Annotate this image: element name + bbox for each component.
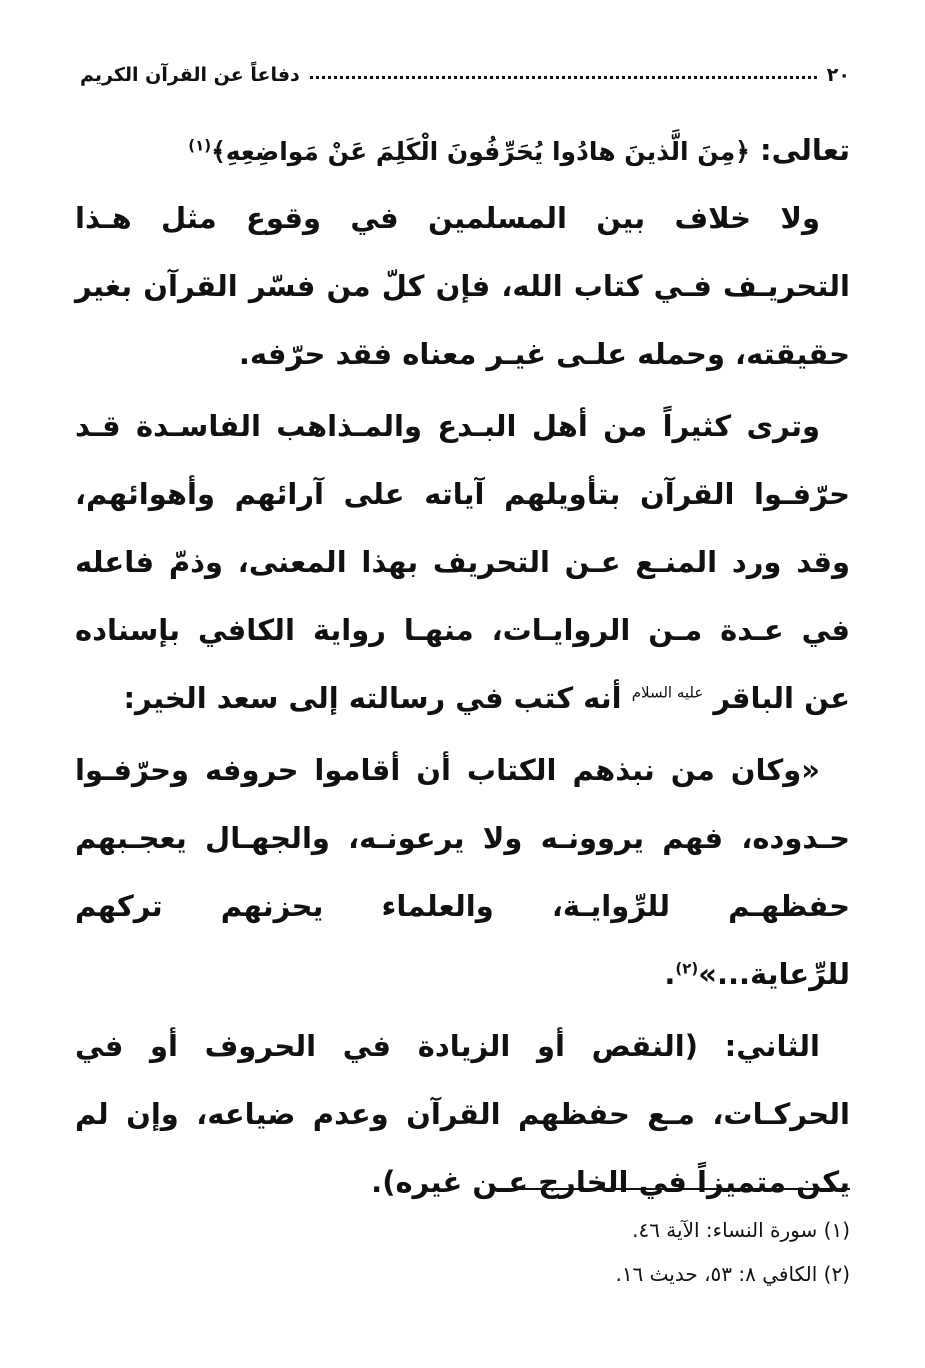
quotation-text: «وكان من نبذهم الكتاب أن أقاموا حروفه وحرّفـوا حـدوده، فهم يروونـه ولا يرعونـه، والجهـال يعجـبهم حفظهـم للرِّوايـة، والعلماء يحزنهم تركهم للرِّعاية...» [75,753,850,991]
paragraph-2-text-b: أنه كتب في رسالته إلى سعد الخير: [123,681,632,715]
paragraph-1: ولا خلاف بين المسلمين في وقوع مثل هـذا التحريـف فـي كتاب الله، فإن كلّ من فسّر القرآن بغير حقيقته، وحمله علـى غيـر معناه فقد حرّفه. [75,201,850,371]
footnote-ref-1: (١) [188,136,212,155]
paragraph-2 [75,392,850,732]
footnote-ref-2: (٢) [675,959,699,978]
book-title: دفاعاً عن القرآن الكريم [80,64,300,86]
honorific-symbol: عليه السلام [631,683,704,702]
page-number: ٢٠ [826,64,850,86]
quran-verse: ﴿مِنَ الَّذينَ هادُوا يُحَرِّفُونَ الْكَلِمَ عَنْ مَواضِعِهِ﴾ [211,137,750,166]
paragraph-4: الثاني: (النقص أو الزيادة في الحروف أو في الحركـات، مـع حفظهم القرآن وعدم ضياعه، وإن لم يكن متميزاً في الخارج عـن غيره). [75,1029,850,1199]
footnotes [75,1208,850,1296]
verse-paragraph [75,118,850,184]
paragraph-2-text-a: وترى كثيراً من أهل البـدع والمـذاهب الفاسـدة قـد حرّفـوا القرآن بتأويلهم آياته على آرائهم وأهوائهم، وقد ورد المنـع عـن التحريف بهذا المعنى، وذمّ فاعله في عـدة مـن الروايـات، منهـا رواية الكافي بإسناده عن الباقر [75,409,850,715]
header-dotted-leader [310,76,817,79]
quotation-end: . [664,957,676,991]
footnote-1: (١) سورة النساء: الآية ٤٦. [632,1218,850,1242]
verse-lead: تعالى: [749,133,850,167]
footnote-separator [490,1188,850,1190]
main-text [75,118,850,1216]
quotation-paragraph [75,736,850,1008]
footnote-2: (٢) الكافي ٨: ٥٣، حديث ١٦. [615,1262,850,1286]
running-header [80,52,850,86]
